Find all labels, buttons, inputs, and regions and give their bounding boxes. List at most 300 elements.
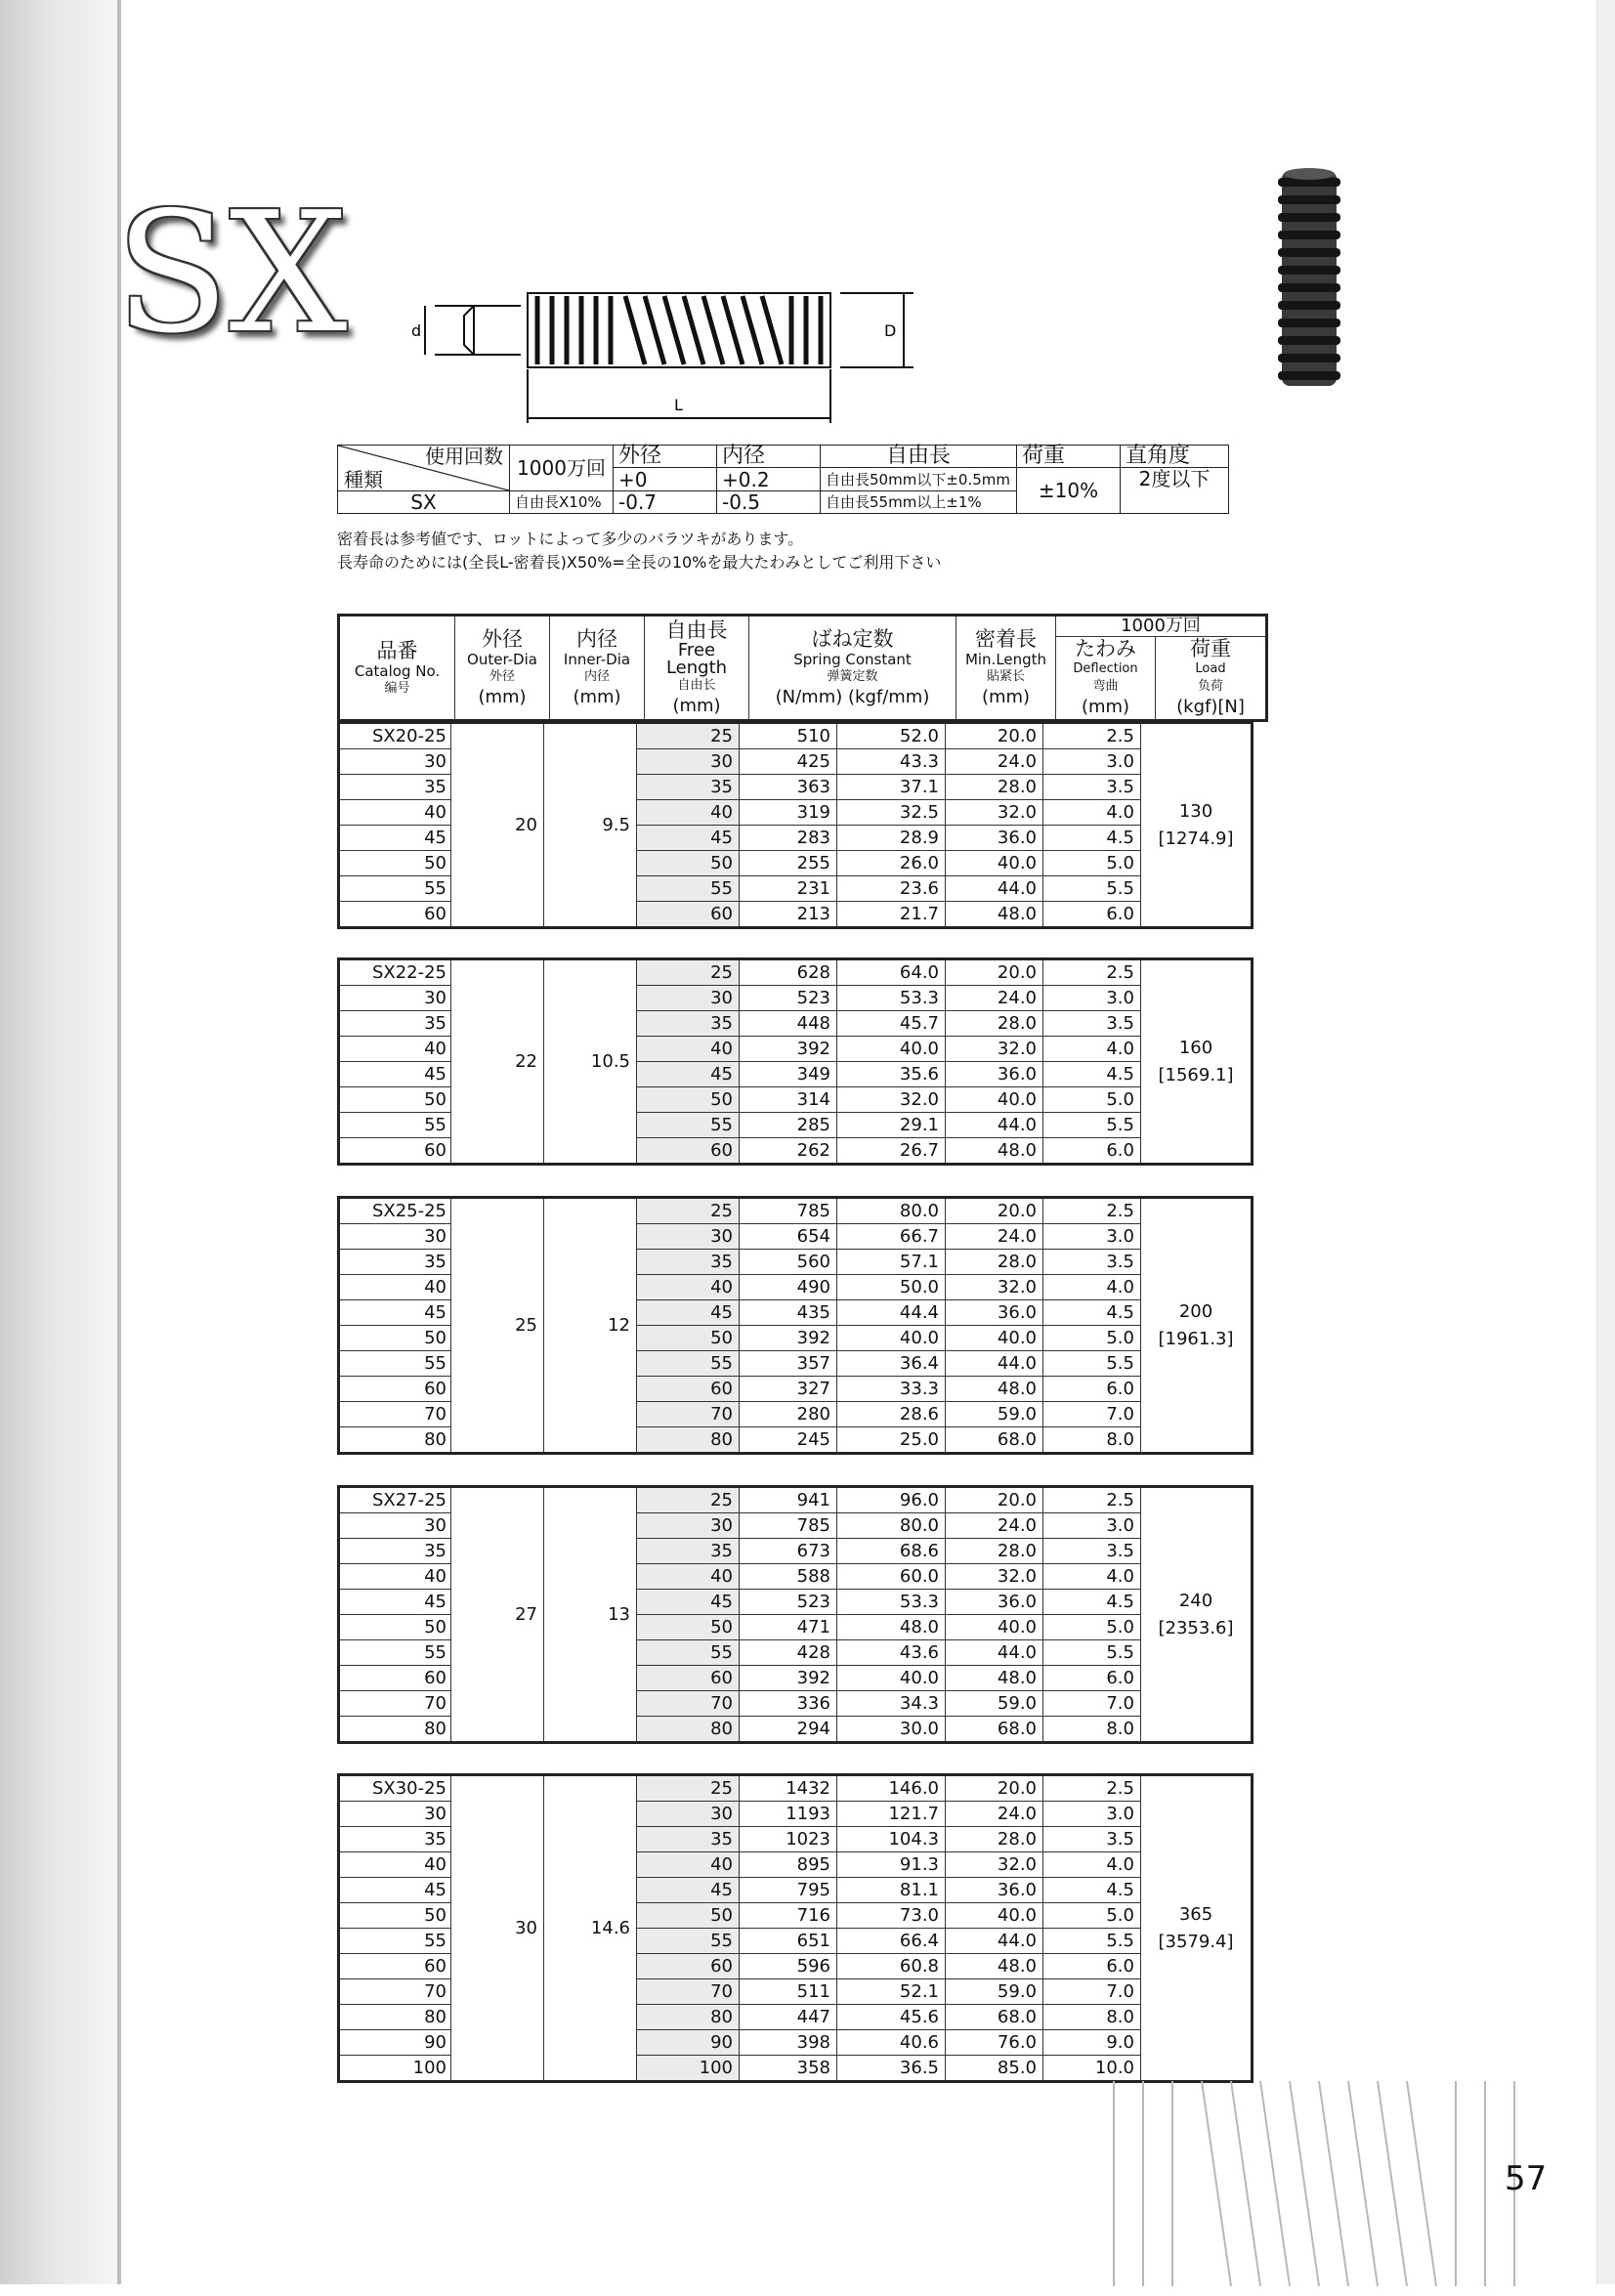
id-label: 内径 bbox=[717, 446, 821, 468]
spring-constant-kgf-cell: 40.0 bbox=[837, 1037, 946, 1062]
spring-constant-kgf-cell: 52.1 bbox=[837, 1979, 946, 2005]
deflection-cell: 5.0 bbox=[1043, 1087, 1141, 1113]
inner-dia-cell: 10.5 bbox=[544, 959, 637, 1165]
deflection-cell: 2.5 bbox=[1043, 1775, 1141, 1802]
load-tolerance: ±10% bbox=[1017, 468, 1121, 514]
table-row bbox=[339, 723, 1253, 749]
deflection-cell: 7.0 bbox=[1043, 1691, 1141, 1717]
deflection-cell: 6.0 bbox=[1043, 1666, 1141, 1691]
spring-constant-kgf-cell: 29.1 bbox=[837, 1113, 946, 1138]
inner-dia-cell: 12 bbox=[544, 1198, 637, 1454]
min-length-cell: 32.0 bbox=[946, 800, 1043, 826]
catalog-number-cell: 60 bbox=[339, 1377, 451, 1402]
free-length-cell: 60 bbox=[637, 902, 740, 928]
spring-constant-n-cell: 231 bbox=[740, 876, 837, 902]
spring-constant-n-cell: 785 bbox=[740, 1513, 837, 1539]
min-length-cell: 48.0 bbox=[946, 1666, 1043, 1691]
free-length-cell: 70 bbox=[637, 1979, 740, 2005]
spring-constant-kgf-cell: 80.0 bbox=[837, 1513, 946, 1539]
free-length-cell: 80 bbox=[637, 1717, 740, 1743]
deflection-cell: 3.0 bbox=[1043, 1513, 1141, 1539]
min-length-cell: 28.0 bbox=[946, 1539, 1043, 1564]
catalog-number-cell: 35 bbox=[339, 1011, 451, 1037]
catalog-number-cell: 70 bbox=[339, 1691, 451, 1717]
spring-constant-kgf-cell: 36.5 bbox=[837, 2056, 946, 2082]
load-cell bbox=[1141, 1487, 1253, 1743]
catalog-number-cell: 55 bbox=[339, 876, 451, 902]
free-length-cell: 50 bbox=[637, 1087, 740, 1113]
min-length-cell: 40.0 bbox=[946, 1615, 1043, 1640]
deflection-cell: 3.5 bbox=[1043, 775, 1141, 800]
spring-drawing bbox=[405, 272, 923, 428]
spring-constant-kgf-cell: 57.1 bbox=[837, 1250, 946, 1275]
free-tol-1: 自由長50mm以下±0.5mm bbox=[821, 468, 1017, 491]
deflection-cell: 5.5 bbox=[1043, 1113, 1141, 1138]
min-length-cell: 40.0 bbox=[946, 851, 1043, 876]
spring-constant-n-cell: 392 bbox=[740, 1666, 837, 1691]
spring-constant-kgf-cell: 53.3 bbox=[837, 1590, 946, 1615]
spring-constant-kgf-cell: 32.5 bbox=[837, 800, 946, 826]
note-2: 長寿命のためには(全長L-密着長)X50%=全長の10%を最大たわみとしてご利用下さい bbox=[337, 553, 942, 572]
free-length-cell: 100 bbox=[637, 2056, 740, 2082]
min-length-cell: 32.0 bbox=[946, 1037, 1043, 1062]
deflection-cell: 2.5 bbox=[1043, 1487, 1141, 1513]
free-length-cell: 45 bbox=[637, 1062, 740, 1087]
deflection-cell: 5.0 bbox=[1043, 1903, 1141, 1929]
header-free-length: 自由長 Free Length 自由长 (mm) bbox=[645, 616, 749, 721]
free-length-cell: 45 bbox=[637, 1300, 740, 1326]
min-length-cell: 40.0 bbox=[946, 1903, 1043, 1929]
free-length-cell: 70 bbox=[637, 1691, 740, 1717]
deflection-cell: 3.0 bbox=[1043, 1224, 1141, 1250]
deflection-cell: 10.0 bbox=[1043, 2056, 1141, 2082]
spring-constant-n-cell: 336 bbox=[740, 1691, 837, 1717]
spring-constant-n-cell: 447 bbox=[740, 2005, 837, 2030]
free-length-cell: 55 bbox=[637, 1351, 740, 1377]
deflection-cell: 5.5 bbox=[1043, 1640, 1141, 1666]
min-length-cell: 36.0 bbox=[946, 826, 1043, 851]
min-length-cell: 36.0 bbox=[946, 1062, 1043, 1087]
free-length-cell: 80 bbox=[637, 1427, 740, 1454]
spring-constant-kgf-cell: 53.3 bbox=[837, 986, 946, 1011]
decorative-spring-pattern bbox=[1104, 2071, 1573, 2296]
spring-constant-kgf-cell: 40.0 bbox=[837, 1666, 946, 1691]
spring-constant-n-cell: 319 bbox=[740, 800, 837, 826]
catalog-number-cell: 50 bbox=[339, 1087, 451, 1113]
min-length-cell: 48.0 bbox=[946, 902, 1043, 928]
catalog-number-cell: 70 bbox=[339, 1402, 451, 1427]
spring-constant-kgf-cell: 68.6 bbox=[837, 1539, 946, 1564]
catalog-number-cell: 50 bbox=[339, 1615, 451, 1640]
min-length-cell: 48.0 bbox=[946, 1377, 1043, 1402]
spring-table-group bbox=[337, 957, 1254, 1166]
deflection-cell: 7.0 bbox=[1043, 1979, 1141, 2005]
deflection-cell: 3.0 bbox=[1043, 749, 1141, 775]
spring-constant-n-cell: 523 bbox=[740, 986, 837, 1011]
min-length-cell: 20.0 bbox=[946, 723, 1043, 749]
spring-constant-kgf-cell: 35.6 bbox=[837, 1062, 946, 1087]
spring-table-group bbox=[337, 1773, 1254, 2083]
load-kgf: 200 bbox=[1178, 1300, 1213, 1322]
catalog-number-cell: 55 bbox=[339, 1351, 451, 1377]
free-length-cell: 25 bbox=[637, 1775, 740, 1802]
catalog-number-cell: 80 bbox=[339, 1717, 451, 1743]
deflection-cell: 3.5 bbox=[1043, 1539, 1141, 1564]
load-kgf: 365 bbox=[1178, 1903, 1213, 1925]
spring-constant-kgf-cell: 60.8 bbox=[837, 1954, 946, 1979]
deflection-cell: 3.5 bbox=[1043, 1250, 1141, 1275]
spring-constant-kgf-cell: 28.6 bbox=[837, 1402, 946, 1427]
free-length-cell: 55 bbox=[637, 876, 740, 902]
spring-constant-kgf-cell: 36.4 bbox=[837, 1351, 946, 1377]
free-length-cell: 60 bbox=[637, 1377, 740, 1402]
id-tol-plus: +0.2 bbox=[717, 468, 821, 491]
spring-constant-n-cell: 895 bbox=[740, 1852, 837, 1878]
deflection-cell: 5.5 bbox=[1043, 1351, 1141, 1377]
free-tol-2: 自由長55mm以上±1% bbox=[821, 491, 1017, 514]
free-length-cell: 60 bbox=[637, 1954, 740, 1979]
catalog-number-cell: SX27-25 bbox=[339, 1487, 451, 1513]
free-length-cell: 45 bbox=[637, 826, 740, 851]
min-length-cell: 20.0 bbox=[946, 959, 1043, 986]
spec-table bbox=[337, 445, 1229, 514]
catalog-number-cell: 45 bbox=[339, 1590, 451, 1615]
deflection-cell: 5.0 bbox=[1043, 1615, 1141, 1640]
spring-constant-n-cell: 716 bbox=[740, 1903, 837, 1929]
free-length-label: 自由長 bbox=[821, 446, 1017, 468]
min-length-cell: 44.0 bbox=[946, 1113, 1043, 1138]
min-length-cell: 28.0 bbox=[946, 775, 1043, 800]
min-length-cell: 32.0 bbox=[946, 1852, 1043, 1878]
spring-table-group bbox=[337, 1485, 1254, 1744]
deflection-cell: 7.0 bbox=[1043, 1402, 1141, 1427]
catalog-number-cell: 80 bbox=[339, 2005, 451, 2030]
free-length-cell: 45 bbox=[637, 1878, 740, 1903]
header-deflection: たわみ Deflection 弯曲 (mm) bbox=[1056, 637, 1156, 721]
spring-constant-n-cell: 471 bbox=[740, 1615, 837, 1640]
spring-constant-kgf-cell: 43.3 bbox=[837, 749, 946, 775]
catalog-number-cell: 35 bbox=[339, 775, 451, 800]
free-length-cell: 80 bbox=[637, 2005, 740, 2030]
perpendicularity-value: 2度以下 bbox=[1121, 468, 1229, 514]
catalog-number-cell: 55 bbox=[339, 1640, 451, 1666]
header-outer-dia: 外径 Outer-Dia 外径 (mm) bbox=[455, 616, 550, 721]
spring-constant-n-cell: 285 bbox=[740, 1113, 837, 1138]
catalog-number-cell: 45 bbox=[339, 1062, 451, 1087]
deflection-cell: 6.0 bbox=[1043, 1377, 1141, 1402]
table-row bbox=[339, 959, 1253, 986]
catalog-number-cell: SX25-25 bbox=[339, 1198, 451, 1224]
table-row bbox=[339, 1198, 1253, 1224]
spec-diagonal-header bbox=[338, 446, 510, 491]
drawing-label-d: d bbox=[411, 321, 422, 340]
spring-constant-n-cell: 392 bbox=[740, 1326, 837, 1351]
spring-constant-kgf-cell: 23.6 bbox=[837, 876, 946, 902]
spring-constant-kgf-cell: 26.0 bbox=[837, 851, 946, 876]
spring-constant-n-cell: 560 bbox=[740, 1250, 837, 1275]
header-life: 1000万回 bbox=[1056, 616, 1267, 637]
catalog-number-cell: 70 bbox=[339, 1979, 451, 2005]
min-length-cell: 32.0 bbox=[946, 1275, 1043, 1300]
free-length-cell: 30 bbox=[637, 1802, 740, 1827]
min-length-cell: 76.0 bbox=[946, 2030, 1043, 2056]
series-title: SX bbox=[115, 177, 348, 370]
spring-constant-n-cell: 425 bbox=[740, 749, 837, 775]
spring-constant-n-cell: 294 bbox=[740, 1717, 837, 1743]
spring-photo bbox=[1270, 166, 1348, 391]
spring-constant-kgf-cell: 44.4 bbox=[837, 1300, 946, 1326]
spring-constant-kgf-cell: 33.3 bbox=[837, 1377, 946, 1402]
spring-constant-kgf-cell: 45.7 bbox=[837, 1011, 946, 1037]
min-length-cell: 24.0 bbox=[946, 749, 1043, 775]
deflection-cell: 8.0 bbox=[1043, 1427, 1141, 1454]
load-cell bbox=[1141, 723, 1253, 928]
inner-dia-cell: 9.5 bbox=[544, 723, 637, 928]
catalog-number-cell: SX20-25 bbox=[339, 723, 451, 749]
min-length-cell: 28.0 bbox=[946, 1250, 1043, 1275]
load-newton: [2353.6] bbox=[1158, 1617, 1234, 1638]
free-length-cell: 25 bbox=[637, 1487, 740, 1513]
min-length-cell: 85.0 bbox=[946, 2056, 1043, 2082]
min-length-cell: 48.0 bbox=[946, 1138, 1043, 1165]
free-length-cell: 50 bbox=[637, 1615, 740, 1640]
spring-constant-n-cell: 255 bbox=[740, 851, 837, 876]
spring-constant-n-cell: 398 bbox=[740, 2030, 837, 2056]
spring-constant-n-cell: 262 bbox=[740, 1138, 837, 1165]
catalog-number-cell: 40 bbox=[339, 1852, 451, 1878]
spring-constant-n-cell: 358 bbox=[740, 2056, 837, 2082]
spring-constant-n-cell: 283 bbox=[740, 826, 837, 851]
free-length-cell: 35 bbox=[637, 1827, 740, 1852]
catalog-number-cell: 50 bbox=[339, 1903, 451, 1929]
perpendicularity-label: 直角度 bbox=[1121, 446, 1229, 468]
catalog-number-cell: 90 bbox=[339, 2030, 451, 2056]
free-length-cell: 40 bbox=[637, 1564, 740, 1590]
page-right-edge bbox=[1596, 0, 1615, 2284]
deflection-cell: 5.0 bbox=[1043, 1326, 1141, 1351]
free-length-cell: 25 bbox=[637, 1198, 740, 1224]
spring-constant-kgf-cell: 25.0 bbox=[837, 1427, 946, 1454]
deflection-cell: 5.0 bbox=[1043, 851, 1141, 876]
catalog-number-cell: 30 bbox=[339, 1802, 451, 1827]
min-length-cell: 20.0 bbox=[946, 1487, 1043, 1513]
spring-constant-n-cell: 314 bbox=[740, 1087, 837, 1113]
header-load: 荷重 Load 负荷 (kgf)[N] bbox=[1156, 637, 1267, 721]
od-label: 外径 bbox=[614, 446, 717, 468]
catalog-number-cell: 55 bbox=[339, 1113, 451, 1138]
spring-constant-n-cell: 941 bbox=[740, 1487, 837, 1513]
load-label: 荷重 bbox=[1017, 446, 1121, 468]
spring-table-group bbox=[337, 1196, 1254, 1455]
free-length-cell: 30 bbox=[637, 986, 740, 1011]
deflection-cell: 4.5 bbox=[1043, 1062, 1141, 1087]
cycles-value: 1000万回 bbox=[510, 446, 614, 491]
deflection-cell: 3.0 bbox=[1043, 1802, 1141, 1827]
spring-constant-kgf-cell: 40.6 bbox=[837, 2030, 946, 2056]
spring-constant-n-cell: 357 bbox=[740, 1351, 837, 1377]
free-length-cell: 45 bbox=[637, 1590, 740, 1615]
min-length-cell: 32.0 bbox=[946, 1564, 1043, 1590]
spring-constant-n-cell: 596 bbox=[740, 1954, 837, 1979]
outer-dia-cell: 22 bbox=[451, 959, 544, 1165]
load-cell bbox=[1141, 1198, 1253, 1454]
free-length-cell: 35 bbox=[637, 1250, 740, 1275]
catalog-number-cell: 40 bbox=[339, 1564, 451, 1590]
catalog-number-cell: 45 bbox=[339, 826, 451, 851]
load-kgf: 160 bbox=[1178, 1037, 1213, 1058]
spring-constant-n-cell: 511 bbox=[740, 1979, 837, 2005]
free-length-cell: 40 bbox=[637, 1852, 740, 1878]
min-length-cell: 20.0 bbox=[946, 1198, 1043, 1224]
load-cell bbox=[1141, 1775, 1253, 2082]
od-tol-minus: -0.7 bbox=[614, 491, 717, 514]
deflection-cell: 4.5 bbox=[1043, 826, 1141, 851]
header-catalog: 品番 Catalog No. 编号 bbox=[339, 616, 455, 721]
min-length-cell: 68.0 bbox=[946, 1717, 1043, 1743]
catalog-number-cell: 35 bbox=[339, 1827, 451, 1852]
notes bbox=[337, 528, 941, 574]
cycles-note: 自由長X10% bbox=[510, 491, 614, 514]
catalog-number-cell: 45 bbox=[339, 1300, 451, 1326]
deflection-cell: 4.0 bbox=[1043, 1564, 1141, 1590]
free-length-cell: 60 bbox=[637, 1666, 740, 1691]
spring-constant-kgf-cell: 43.6 bbox=[837, 1640, 946, 1666]
min-length-cell: 24.0 bbox=[946, 1802, 1043, 1827]
free-length-cell: 35 bbox=[637, 775, 740, 800]
catalog-number-cell: 30 bbox=[339, 1513, 451, 1539]
catalog-number-cell: 40 bbox=[339, 800, 451, 826]
free-length-cell: 25 bbox=[637, 723, 740, 749]
catalog-number-cell: 35 bbox=[339, 1250, 451, 1275]
free-length-cell: 70 bbox=[637, 1402, 740, 1427]
load-newton: [3579.4] bbox=[1158, 1931, 1234, 1952]
free-length-cell: 60 bbox=[637, 1138, 740, 1165]
min-length-cell: 28.0 bbox=[946, 1011, 1043, 1037]
outer-dia-cell: 25 bbox=[451, 1198, 544, 1454]
spring-constant-kgf-cell: 32.0 bbox=[837, 1087, 946, 1113]
spring-constant-n-cell: 510 bbox=[740, 723, 837, 749]
spring-constant-kgf-cell: 104.3 bbox=[837, 1827, 946, 1852]
spring-constant-n-cell: 428 bbox=[740, 1640, 837, 1666]
outer-dia-cell: 30 bbox=[451, 1775, 544, 2082]
inner-dia-cell: 14.6 bbox=[544, 1775, 637, 2082]
catalog-number-cell: 60 bbox=[339, 1954, 451, 1979]
id-tol-minus: -0.5 bbox=[717, 491, 821, 514]
spring-constant-kgf-cell: 26.7 bbox=[837, 1138, 946, 1165]
spring-constant-n-cell: 327 bbox=[740, 1377, 837, 1402]
spring-constant-kgf-cell: 66.7 bbox=[837, 1224, 946, 1250]
free-length-cell: 25 bbox=[637, 959, 740, 986]
load-cell bbox=[1141, 959, 1253, 1165]
deflection-cell: 4.0 bbox=[1043, 1037, 1141, 1062]
spring-constant-kgf-cell: 34.3 bbox=[837, 1691, 946, 1717]
spring-constant-kgf-cell: 121.7 bbox=[837, 1802, 946, 1827]
catalog-number-cell: 60 bbox=[339, 1666, 451, 1691]
load-newton: [1274.9] bbox=[1158, 828, 1234, 849]
spring-constant-kgf-cell: 66.4 bbox=[837, 1929, 946, 1954]
table-row bbox=[339, 1487, 1253, 1513]
load-newton: [1569.1] bbox=[1158, 1064, 1234, 1085]
outer-dia-cell: 27 bbox=[451, 1487, 544, 1743]
header-inner-dia: 内径 Inner-Dia 内径 (mm) bbox=[550, 616, 645, 721]
min-length-cell: 20.0 bbox=[946, 1775, 1043, 1802]
catalog-number-cell: 80 bbox=[339, 1427, 451, 1454]
deflection-cell: 2.5 bbox=[1043, 723, 1141, 749]
spring-constant-n-cell: 588 bbox=[740, 1564, 837, 1590]
free-length-cell: 55 bbox=[637, 1929, 740, 1954]
catalog-number-cell: 30 bbox=[339, 749, 451, 775]
deflection-cell: 9.0 bbox=[1043, 2030, 1141, 2056]
catalog-number-cell: SX30-25 bbox=[339, 1775, 451, 1802]
min-length-cell: 24.0 bbox=[946, 1224, 1043, 1250]
deflection-cell: 4.0 bbox=[1043, 1852, 1141, 1878]
min-length-cell: 48.0 bbox=[946, 1954, 1043, 1979]
type-value: SX bbox=[338, 491, 510, 514]
deflection-cell: 2.5 bbox=[1043, 959, 1141, 986]
catalog-number-cell: SX22-25 bbox=[339, 959, 451, 986]
deflection-cell: 5.5 bbox=[1043, 1929, 1141, 1954]
deflection-cell: 5.5 bbox=[1043, 876, 1141, 902]
spring-constant-kgf-cell: 73.0 bbox=[837, 1903, 946, 1929]
type-label: 種類 bbox=[344, 468, 383, 491]
spring-constant-n-cell: 651 bbox=[740, 1929, 837, 1954]
spring-constant-kgf-cell: 91.3 bbox=[837, 1852, 946, 1878]
catalog-number-cell: 30 bbox=[339, 986, 451, 1011]
spring-constant-n-cell: 490 bbox=[740, 1275, 837, 1300]
free-length-cell: 30 bbox=[637, 749, 740, 775]
free-length-cell: 35 bbox=[637, 1539, 740, 1564]
min-length-cell: 36.0 bbox=[946, 1590, 1043, 1615]
min-length-cell: 36.0 bbox=[946, 1300, 1043, 1326]
spring-constant-kgf-cell: 96.0 bbox=[837, 1487, 946, 1513]
deflection-cell: 4.5 bbox=[1043, 1300, 1141, 1326]
spring-constant-n-cell: 213 bbox=[740, 902, 837, 928]
spring-constant-kgf-cell: 52.0 bbox=[837, 723, 946, 749]
deflection-cell: 6.0 bbox=[1043, 902, 1141, 928]
deflection-cell: 4.0 bbox=[1043, 800, 1141, 826]
min-length-cell: 28.0 bbox=[946, 1827, 1043, 1852]
spring-constant-n-cell: 673 bbox=[740, 1539, 837, 1564]
deflection-cell: 4.5 bbox=[1043, 1590, 1141, 1615]
free-length-cell: 35 bbox=[637, 1011, 740, 1037]
drawing-label-L: L bbox=[674, 396, 683, 414]
catalog-number-cell: 50 bbox=[339, 1326, 451, 1351]
spring-constant-n-cell: 1193 bbox=[740, 1802, 837, 1827]
header-min-length: 密着長 Min.Length 貼紧长 (mm) bbox=[956, 616, 1056, 721]
spring-constant-n-cell: 245 bbox=[740, 1427, 837, 1454]
free-length-cell: 50 bbox=[637, 1326, 740, 1351]
catalog-number-cell: 45 bbox=[339, 1878, 451, 1903]
deflection-cell: 6.0 bbox=[1043, 1138, 1141, 1165]
min-length-cell: 59.0 bbox=[946, 1979, 1043, 2005]
min-length-cell: 44.0 bbox=[946, 876, 1043, 902]
spring-constant-kgf-cell: 146.0 bbox=[837, 1775, 946, 1802]
min-length-cell: 44.0 bbox=[946, 1351, 1043, 1377]
spring-table-header bbox=[337, 614, 1268, 722]
outer-dia-cell: 20 bbox=[451, 723, 544, 928]
spring-constant-n-cell: 448 bbox=[740, 1011, 837, 1037]
page-fold-shadow bbox=[0, 0, 117, 2284]
catalog-number-cell: 40 bbox=[339, 1037, 451, 1062]
deflection-cell: 4.5 bbox=[1043, 1878, 1141, 1903]
spring-constant-n-cell: 1432 bbox=[740, 1775, 837, 1802]
spring-constant-kgf-cell: 80.0 bbox=[837, 1198, 946, 1224]
min-length-cell: 44.0 bbox=[946, 1929, 1043, 1954]
free-length-cell: 50 bbox=[637, 851, 740, 876]
min-length-cell: 24.0 bbox=[946, 1513, 1043, 1539]
free-length-cell: 55 bbox=[637, 1640, 740, 1666]
deflection-cell: 4.0 bbox=[1043, 1275, 1141, 1300]
